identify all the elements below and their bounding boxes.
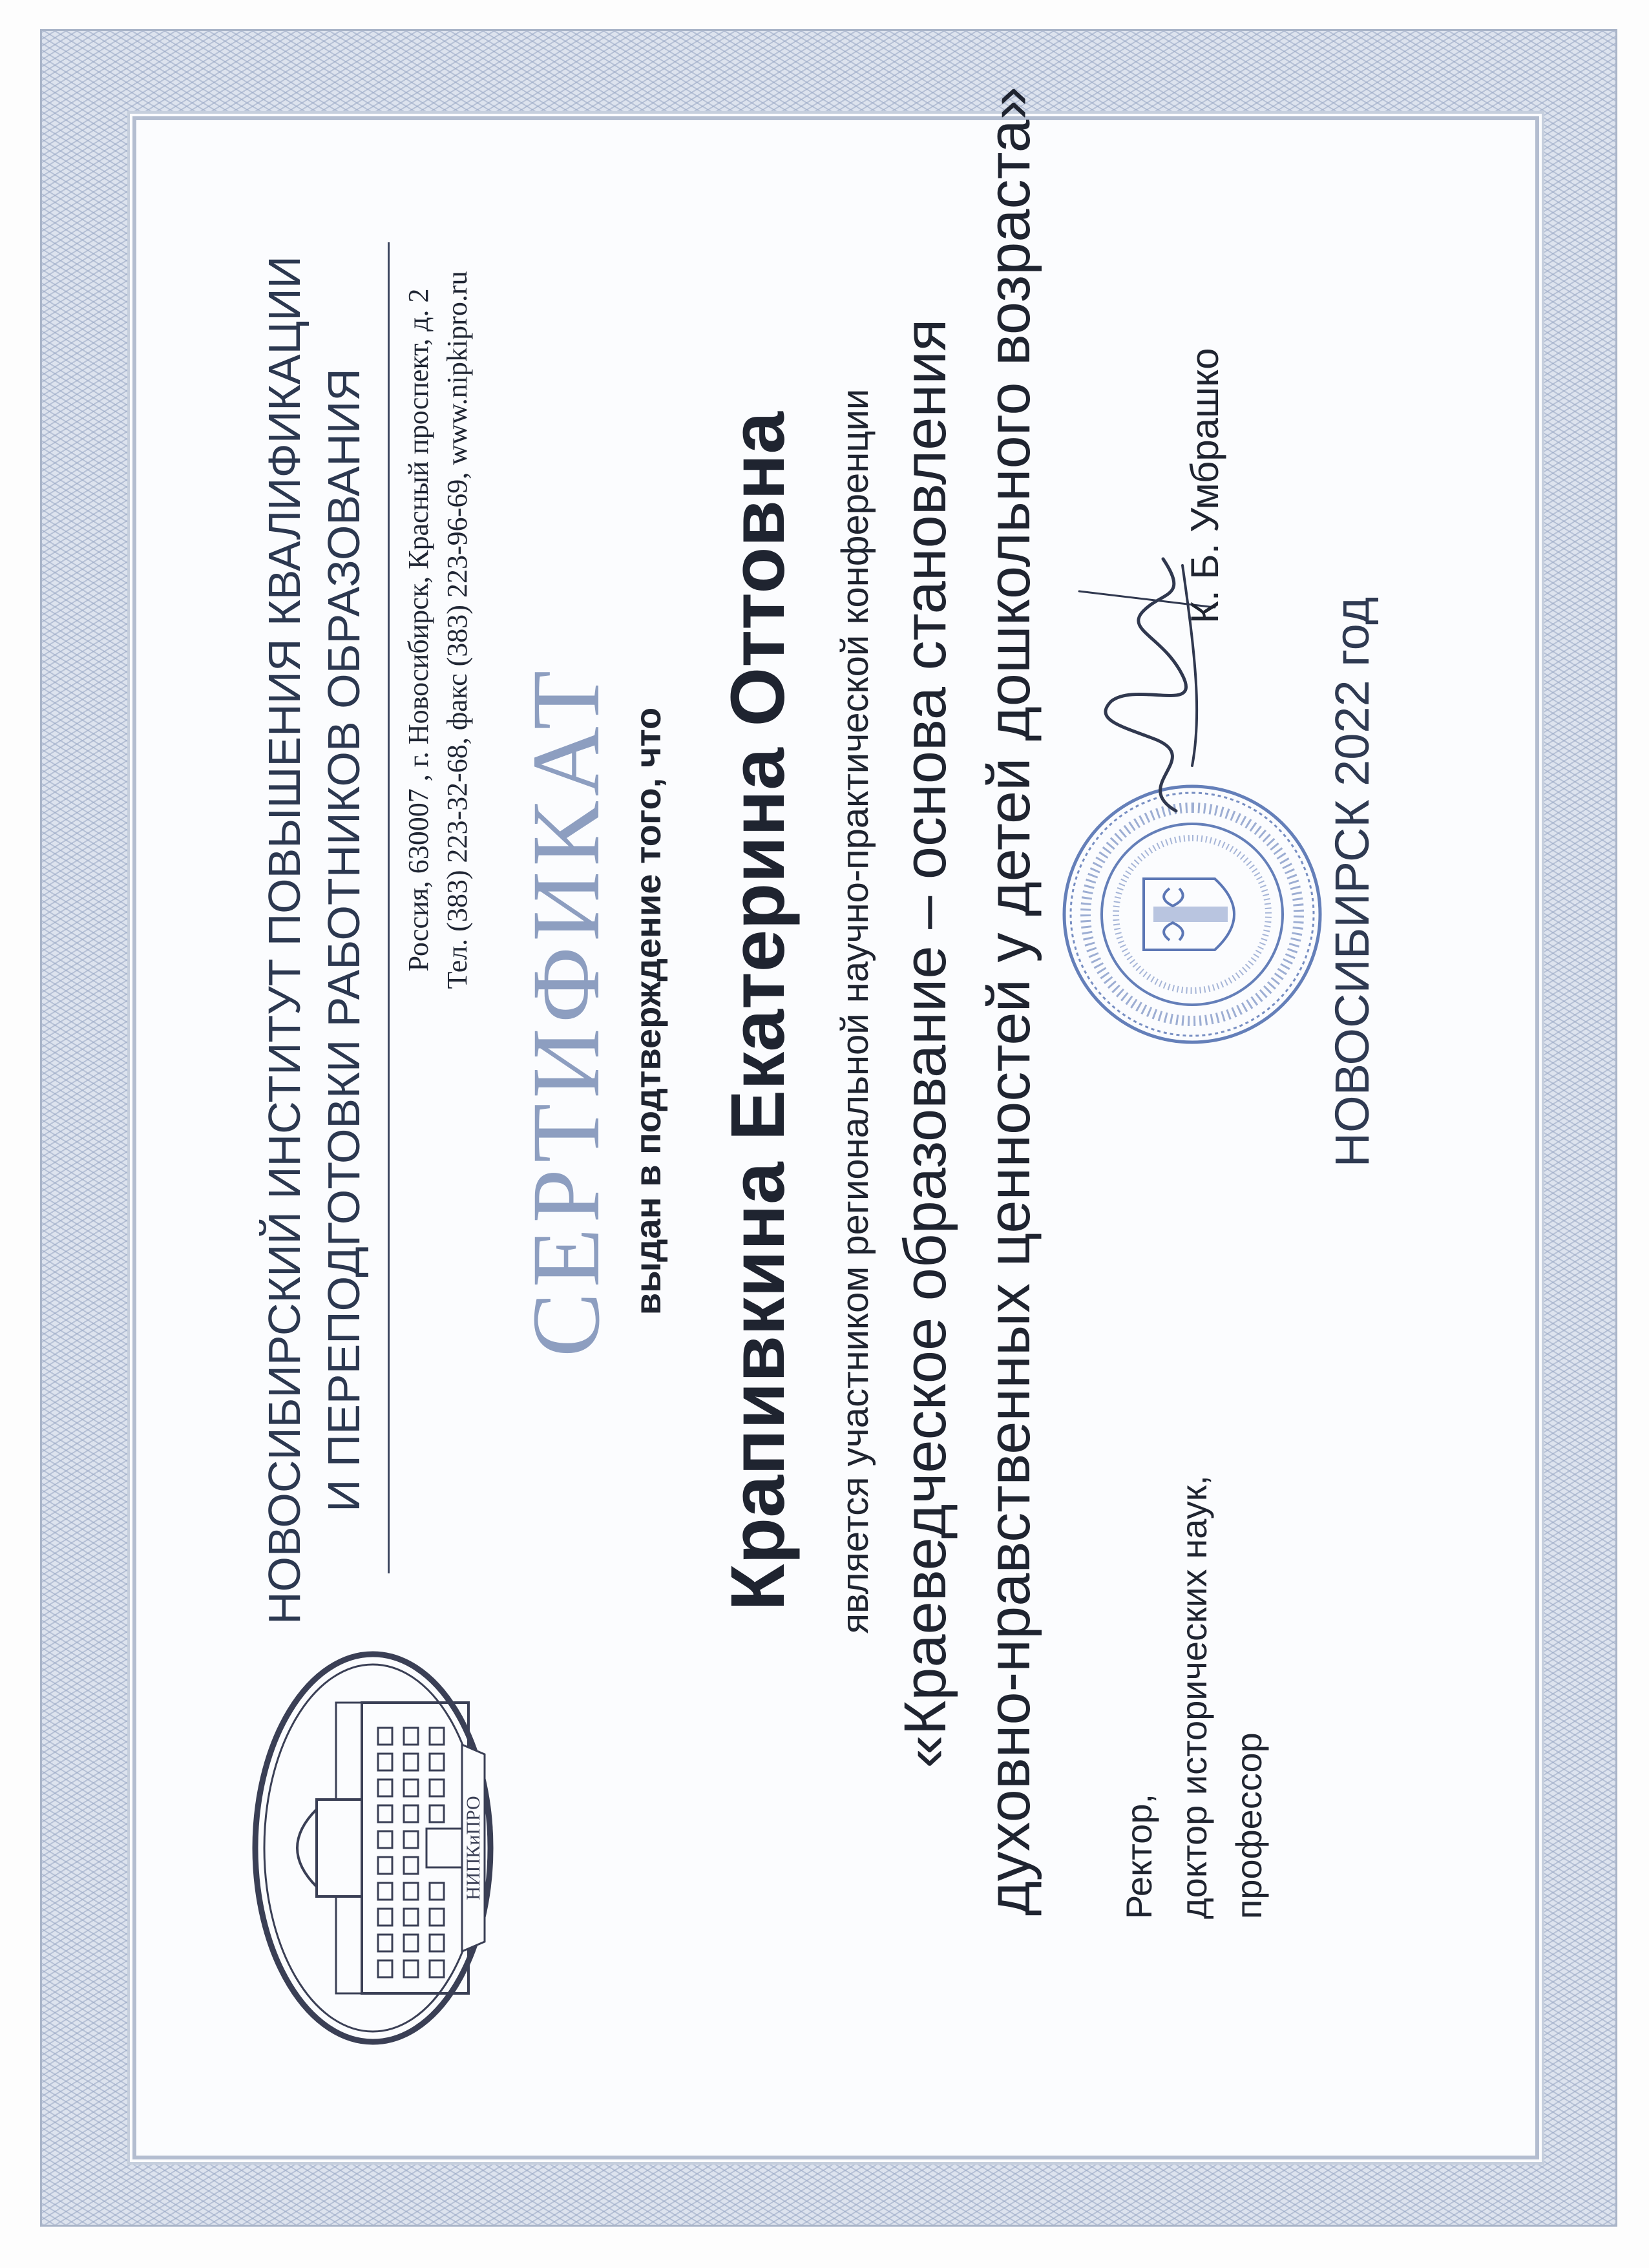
- svg-text:НИПКиПРО: НИПКиПРО: [463, 1796, 484, 1900]
- institute-address: Россия, 630007 , г. Новосибирск, Красный проспект, д. 2: [403, 288, 434, 972]
- signatory-role-line1: Ректор,: [1119, 1793, 1159, 1919]
- city-year: НОВОСИБИРСК 2022 год: [1325, 596, 1379, 1168]
- signatory-role-line3: профессор: [1228, 1732, 1269, 1919]
- conference-topic-line1: «Краеведческое образование – основа становления: [892, 319, 958, 1769]
- conference-topic-line2: духовно-нравственных ценностей у детей дошкольного возраста»: [976, 87, 1042, 1916]
- header-divider: [388, 242, 390, 1573]
- certificate-content: [174, 87, 1486, 2110]
- institute-name-line1: НОВОСИБИРСКИЙ ИНСТИТУТ ПОВЫШЕНИЯ КВАЛИФИКАЦИИ: [259, 256, 310, 1624]
- signatory-name: К. Б. Умбрашко: [1183, 348, 1226, 624]
- institute-name-line2: И ПЕРЕПОДГОТОВКИ РАБОТНИКОВ ОБРАЗОВАНИЯ: [319, 368, 369, 1512]
- recipient-name: Крапивкина Екатерина Оттовна: [715, 412, 801, 1611]
- certificate-title: СЕРТИФИКАТ: [512, 665, 620, 1358]
- issued-statement: выдан в подтверждение того, что: [627, 707, 668, 1316]
- signatory-role-line2: доктор исторических наук,: [1173, 1475, 1214, 1919]
- participation-statement: является участником региональной научно-практической конференции: [834, 388, 876, 1634]
- institute-contacts: Тел. (383) 223-32-68, факс (383) 223-96-69, www.nipkipro.ru: [441, 271, 473, 989]
